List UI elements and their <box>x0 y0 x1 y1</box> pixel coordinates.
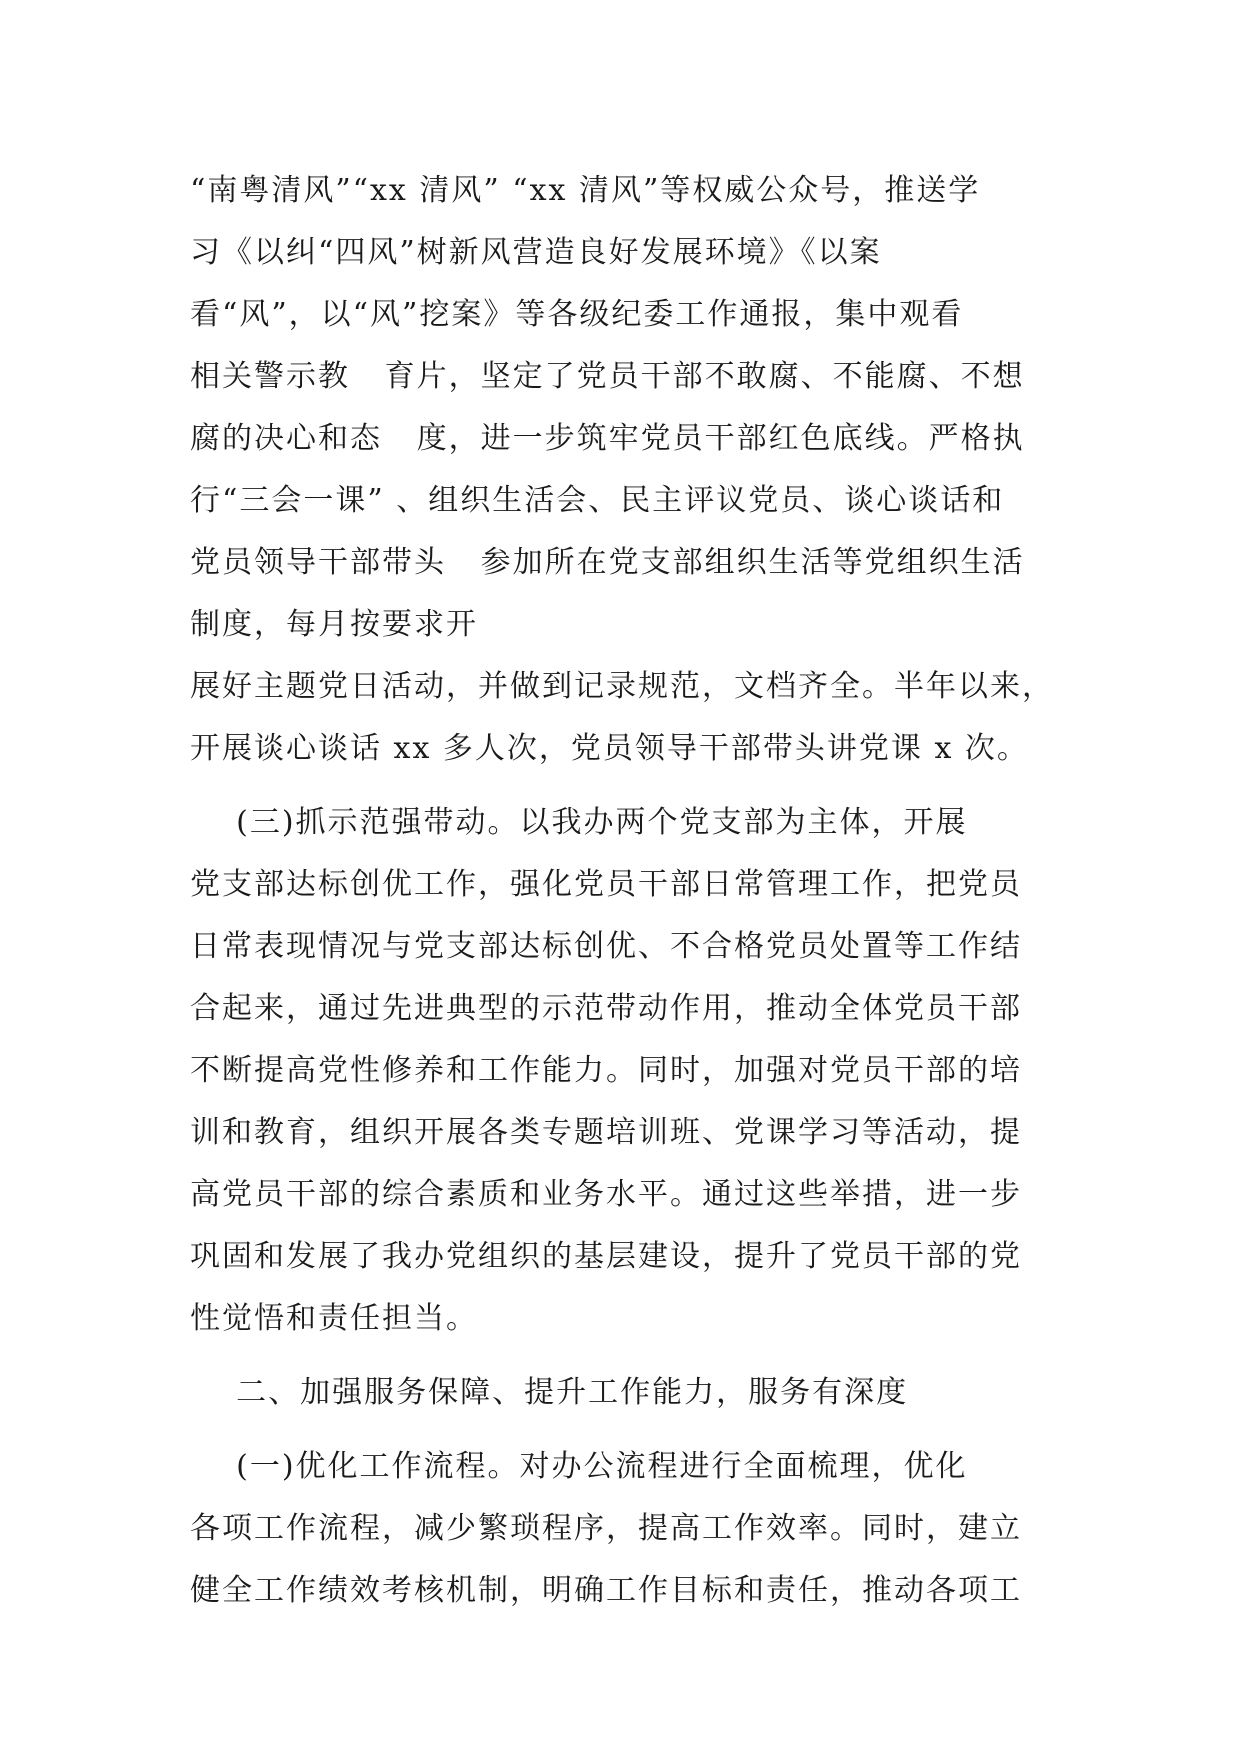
text-line: 各项工作流程，减少繁琐程序，提高工作效率。同时，建立 <box>190 1511 1022 1546</box>
text-line: 行“三会一课” 、组织生活会、民主评议党员、谈心谈话和 <box>190 483 1005 518</box>
paragraph-gap <box>190 1350 1070 1362</box>
section-heading: 二、加强服务保障、提升工作能力，服务有深度 <box>190 1375 909 1410</box>
paragraph-gap <box>190 780 1070 792</box>
text-line: 高党员干部的综合素质和业务水平。通过这些举措，进一步 <box>190 1177 1022 1212</box>
text-line: 训和教育，组织开展各类专题培训班、党课学习等活动，提 <box>190 1115 1022 1150</box>
body-text <box>190 160 1070 1622</box>
text-line: 展好主题党日活动，并做到记录规范，文档齐全。半年以来， <box>190 669 1054 704</box>
text-line: 开展谈心谈话 xx 多人次，党员领导干部带头讲党课 x 次。 <box>190 731 1029 766</box>
text-line: 腐的决心和态 度，进一步筑牢党员干部红色底线。严格执 <box>190 421 1025 456</box>
text-line: 党支部达标创优工作，强化党员干部日常管理工作，把党员 <box>190 867 1022 902</box>
text-line: 看“风”，以“风”挖案》等各级纪委工作通报，集中观看 <box>190 297 964 332</box>
text-line: 巩固和发展了我办党组织的基层建设，提升了党员干部的党 <box>190 1239 1022 1274</box>
text-line: 相关警示教 育片，坚定了党员干部不敢腐、不能腐、不想 <box>190 359 1025 394</box>
text-line: “南粤清风”“xx 清风” “xx 清风”等权威公众号，推送学 <box>190 173 981 208</box>
paragraph-gap <box>190 1424 1070 1436</box>
text-line: 日常表现情况与党支部达标创优、不合格党员处置等工作结 <box>190 929 1022 964</box>
subsection-1-heading-line: (一)优化工作流程。对办公流程进行全面梳理，优化 <box>190 1449 968 1484</box>
text-line: 健全工作绩效考核机制，明确工作目标和责任，推动各项工 <box>190 1573 1022 1608</box>
text-line: 党员领导干部带头 参加所在党支部组织生活等党组织生活 <box>190 545 1025 580</box>
text-line: 习《以纠“四风”树新风营造良好发展环境》《以案 <box>190 235 882 270</box>
text-line: 性觉悟和责任担当。 <box>190 1301 478 1336</box>
text-line: 不断提高党性修养和工作能力。同时，加强对党员干部的培 <box>190 1053 1022 1088</box>
text-line: 合起来，通过先进典型的示范带动作用，推动全体党员干部 <box>190 991 1022 1026</box>
text-line: 制度，每月按要求开 <box>190 607 478 642</box>
section-3-heading-line: (三)抓示范强带动。以我办两个党支部为主体，开展 <box>190 805 968 840</box>
